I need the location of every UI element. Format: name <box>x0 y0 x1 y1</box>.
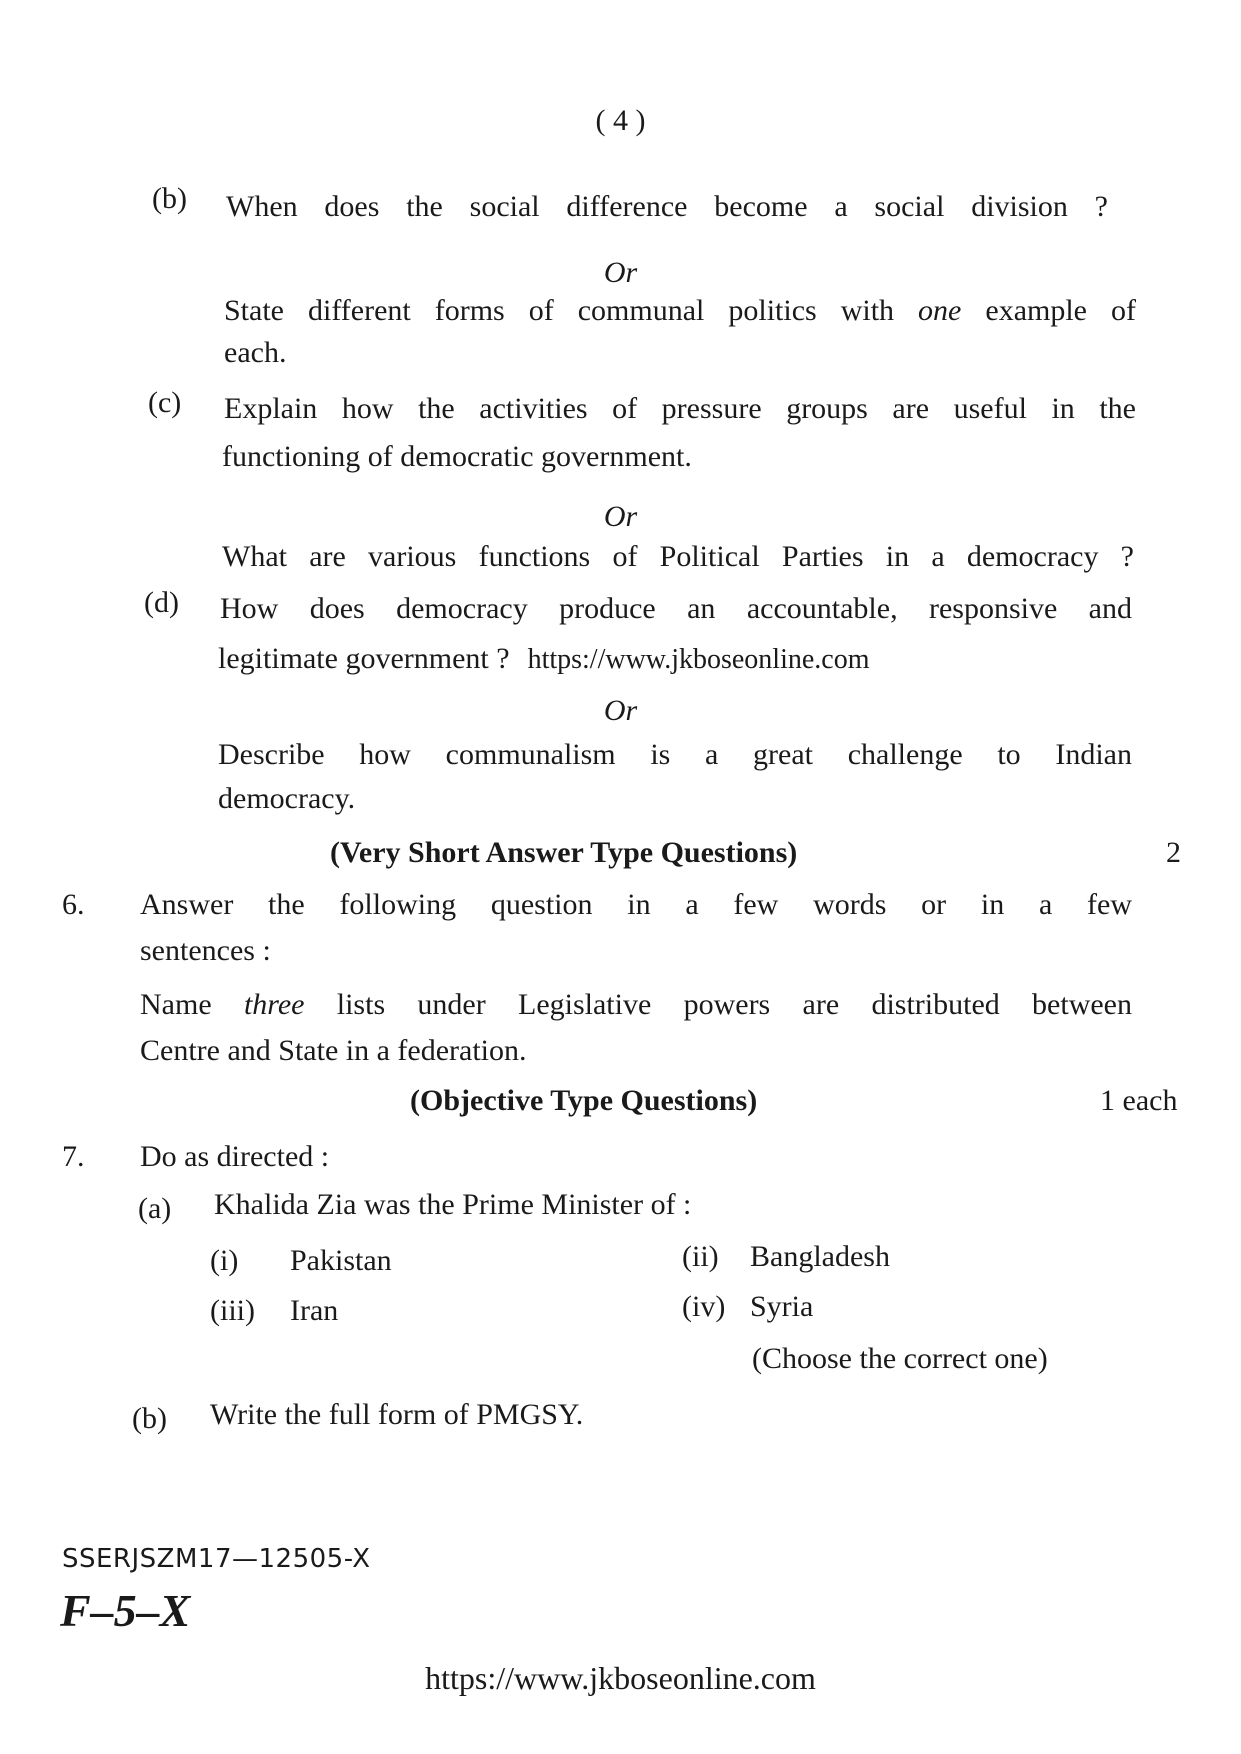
q5c-alt: What are various functions of Political Parties in a democracy ? <box>222 540 1134 573</box>
q5d-line2 <box>218 642 870 676</box>
q7a-choose-note: (Choose the correct one) <box>752 1342 1048 1375</box>
q7b-question: Write the full form of PMGSY. <box>210 1398 584 1431</box>
q5c-or: Or <box>603 500 638 533</box>
q6-line2: sentences : <box>140 934 271 967</box>
q7a-option-i-text: Pakistan <box>290 1244 392 1277</box>
q6-line1: Answer the following question in a few words or in a few <box>140 888 1132 921</box>
q6-line3-text-b: lists under Legislative powers are distributed between <box>304 988 1132 1021</box>
q5d-label: (d) <box>144 586 179 619</box>
q7a-option-iv-text: Syria <box>750 1290 814 1323</box>
q5d-inline-url: https://www.jkboseonline.com <box>527 644 870 675</box>
q7a-option-iii-text: Iran <box>290 1294 339 1327</box>
q5b-question: When does the social difference become a social division ? <box>226 190 1108 223</box>
q7a-option-iii-num: (iii) <box>210 1294 255 1327</box>
q5c-line1: Explain how the activities of pressure groups are useful in the <box>224 392 1136 425</box>
section-title-very-short: (Very Short Answer Type Questions) <box>330 836 798 869</box>
footer-url: https://www.jkboseonline.com <box>425 1660 816 1696</box>
q5b-alt-line2: each. <box>224 336 287 369</box>
q7a-option-i-num: (i) <box>210 1244 239 1277</box>
section-title-objective: (Objective Type Questions) <box>410 1084 758 1117</box>
q5b-alt-text-a: State different forms of communal politics with <box>224 294 919 327</box>
q6-line3-text-a: Name <box>140 988 244 1021</box>
section-marks-objective: 1 each <box>1100 1084 1178 1117</box>
q6-number: 6. <box>62 888 85 921</box>
q5b-label: (b) <box>152 182 187 215</box>
q7-number: 7. <box>62 1140 85 1173</box>
q7a-option-ii-text: Bangladesh <box>750 1240 890 1273</box>
q5c-label: (c) <box>148 386 182 419</box>
q5b-alt-line1 <box>224 294 1136 328</box>
q5d-or: Or <box>603 694 638 727</box>
paper-code: SSERJSZM17—12505-X <box>62 1544 371 1574</box>
q5b-or: Or <box>603 256 638 289</box>
q5d-line1: How does democracy produce an accountable, responsive and <box>220 592 1132 625</box>
q7a-label: (a) <box>138 1192 172 1225</box>
q5d-alt-line1: Describe how communalism is a great challenge to Indian <box>218 738 1132 771</box>
q5d-line2-text: legitimate government ? <box>218 642 510 675</box>
q6-line4: Centre and State in a federation. <box>140 1034 527 1067</box>
q6-line3 <box>140 988 1132 1022</box>
section-marks-very-short: 2 <box>1166 836 1181 869</box>
q7a-question: Khalida Zia was the Prime Minister of : <box>214 1188 692 1221</box>
q7a-option-ii-num: (ii) <box>682 1240 719 1273</box>
q5c-line2: functioning of democratic government. <box>222 440 692 473</box>
q6-line3-emph: three <box>243 988 305 1021</box>
q7-instruction: Do as directed : <box>140 1140 330 1173</box>
q7b-label: (b) <box>132 1402 167 1435</box>
set-code: F–5–X <box>60 1585 191 1636</box>
q5d-alt-line2: democracy. <box>218 782 356 815</box>
q7a-option-iv-num: (iv) <box>682 1290 726 1323</box>
q5b-alt-emph: one <box>918 294 962 327</box>
page-number: ( 4 ) <box>595 104 646 137</box>
q5b-alt-text-b: example of <box>961 294 1136 327</box>
